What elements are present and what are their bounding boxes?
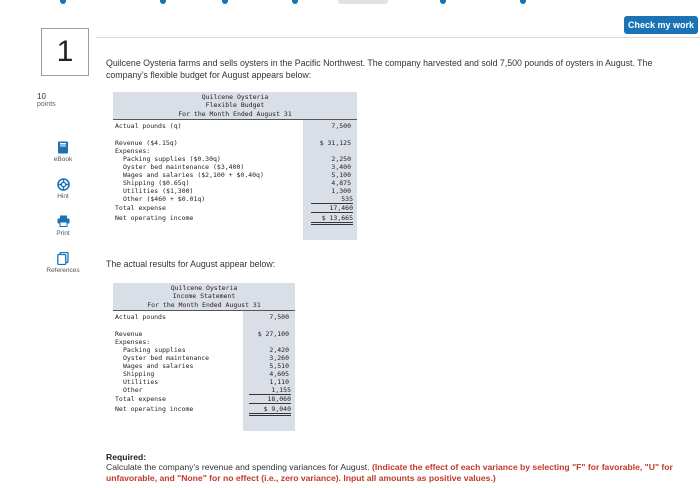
- actual-results-table: [113, 283, 295, 431]
- table-row: [113, 204, 357, 212]
- print-icon: [56, 214, 70, 228]
- row-label: Oyster bed maintenance ($3,400): [123, 163, 245, 171]
- row-value: 5,100: [331, 171, 351, 179]
- row-label: Packing supplies ($0.30q): [123, 155, 221, 163]
- row-label: Wages and salaries: [123, 362, 194, 370]
- points-label: points: [37, 101, 56, 108]
- table-header: [113, 283, 295, 311]
- required-text: [106, 462, 676, 483]
- row-value: $ 31,125: [319, 139, 351, 147]
- progress-dot: [520, 0, 526, 4]
- row-label: Revenue ($4.15q): [115, 139, 178, 147]
- row-label: Wages and salaries ($2,100 + $0.40q): [123, 171, 264, 179]
- points-value: 10: [37, 92, 46, 101]
- sidebar-item-label: Print: [56, 230, 70, 237]
- row-value: 5,510: [269, 362, 289, 370]
- progress-strip: [0, 0, 700, 8]
- sidebar-item-hint[interactable]: [40, 177, 86, 200]
- table-title: Quilcene Oysteria: [201, 93, 269, 101]
- sidebar-item-label: eBook: [53, 156, 73, 163]
- row-value: 3,260: [269, 354, 289, 362]
- row-value: 7,500: [331, 122, 351, 130]
- row-value: 535: [311, 195, 353, 204]
- table-row: [113, 122, 357, 130]
- row-value: 4,875: [331, 179, 351, 187]
- ebook-icon: [56, 140, 70, 154]
- row-label: Total expense: [115, 204, 166, 212]
- row-label: Utilities: [123, 378, 159, 386]
- sidebar-item-print[interactable]: [40, 214, 86, 237]
- row-label: Shipping: [123, 370, 155, 378]
- row-value: 2,420: [269, 346, 289, 354]
- check-my-work-button[interactable]: Check my work: [624, 16, 698, 34]
- actual-results-intro: The actual results for August appear below:: [106, 259, 276, 269]
- row-value: 7,500: [269, 313, 289, 321]
- progress-segment: [338, 0, 388, 4]
- row-value: $ 9,040: [249, 405, 291, 416]
- row-value: 1,300: [331, 187, 351, 195]
- progress-dot: [60, 0, 66, 4]
- row-label: Oyster bed maintenance: [123, 354, 210, 362]
- row-value: $ 13,665: [311, 214, 353, 225]
- flexible-budget-table: [113, 92, 357, 240]
- sidebar-item-label: References: [46, 267, 80, 274]
- row-label: Other: [123, 386, 143, 394]
- row-label: Actual pounds: [115, 313, 166, 321]
- required-note: (Indicate the effect of each variance by selecting "F" for favorable, "U" for unfavorable, and "None" for no effect (i.e., zero variance). Input all amounts as positive values.): [106, 462, 673, 483]
- question-number: 1: [41, 28, 89, 76]
- required-heading: Required:: [106, 452, 147, 462]
- required-instruction: Calculate the company’s revenue and spending variances for August.: [106, 462, 370, 472]
- sidebar-item-references[interactable]: [40, 251, 86, 274]
- table-header: [113, 92, 357, 120]
- hint-icon: [56, 177, 70, 191]
- table-period: For the Month Ended August 31: [147, 300, 261, 309]
- header-divider: [96, 37, 700, 38]
- row-label: Net operating income: [115, 214, 194, 222]
- row-label: Utilities ($1,300): [123, 187, 194, 195]
- row-label: Revenue: [115, 330, 143, 338]
- table-row: [113, 395, 295, 403]
- row-label: Shipping ($0.65q): [123, 179, 190, 187]
- question-prompt: Quilcene Oysteria farms and sells oysters in the Pacific Northwest. The company harvested and sold 7,500 pounds of oysters in August. The company’s flexible budget for August appears below:: [106, 58, 653, 80]
- table-row: [113, 313, 295, 321]
- row-label: Expenses:: [115, 147, 151, 155]
- row-label: Expenses:: [115, 338, 151, 346]
- table-row: [113, 195, 357, 203]
- row-value: $ 27,100: [257, 330, 289, 338]
- table-period: For the Month Ended August 31: [178, 109, 292, 118]
- table-subtitle: Flexible Budget: [205, 101, 265, 110]
- row-value: 2,250: [331, 155, 351, 163]
- row-label: Packing supplies: [123, 346, 186, 354]
- row-value: 3,400: [331, 163, 351, 171]
- table-title: Quilcene Oysteria: [170, 284, 238, 292]
- row-value: 1,155: [249, 386, 291, 395]
- row-value: 17,460: [311, 204, 353, 213]
- row-label: Other ($460 + $0.01q): [123, 195, 206, 203]
- row-value: 18,060: [249, 395, 291, 404]
- row-value: 1,110: [269, 378, 289, 386]
- sidebar-item-label: Hint: [57, 193, 69, 200]
- row-label: Total expense: [115, 395, 166, 403]
- row-label: Net operating income: [115, 405, 194, 413]
- references-icon: [56, 251, 70, 265]
- table-subtitle: Income Statement: [172, 292, 236, 301]
- row-value: 4,605: [269, 370, 289, 378]
- progress-dot: [160, 0, 166, 4]
- row-label: Actual pounds (q): [115, 122, 182, 130]
- table-row: [113, 214, 357, 222]
- table-row: [113, 405, 295, 413]
- progress-dot: [292, 0, 298, 4]
- table-row: [113, 386, 295, 394]
- progress-dot: [440, 0, 446, 4]
- progress-dot: [222, 0, 228, 4]
- sidebar-item-ebook[interactable]: [40, 140, 86, 163]
